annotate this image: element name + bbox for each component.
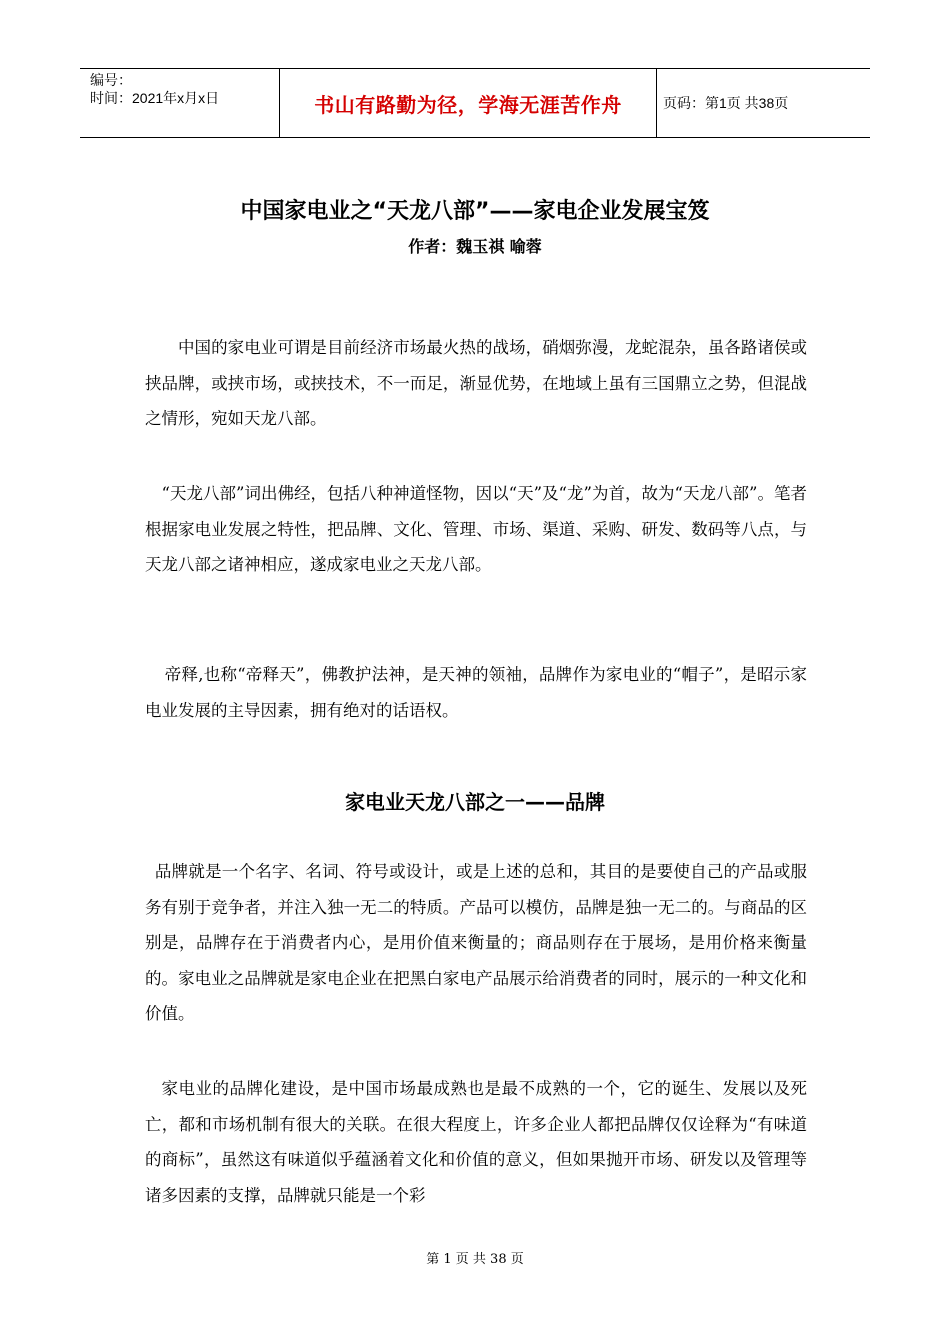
paragraph: 品牌就是一个名字、名词、符号或设计，或是上述的总和，其目的是要使自己的产品或服务有别于竞争者，并注入独一无二的特质。产品可以模仿，品牌是独一无二的。与商品的区别是，品牌存在于消费者内心，是用价值来衡量的；商品则存在于展场，是用价格来衡量的。家电业之品牌就是家电企业在把黑白家电产品展示给消费者的同时，展示的一种文化和价值。 [145,862,807,1023]
document-title: 中国家电业之“天龙八部”——家电企业发展宝笈 [240,199,710,224]
header-meta-cell [80,69,280,137]
paragraph: 帝释,也称“帝释天”，佛教护法神，是天神的领袖，品牌作为家电业的“帽子”，是昭示家电业发展的主导因素，拥有绝对的话语权。 [145,665,807,720]
paragraph: 中国的家电业可谓是目前经济市场最火热的战场，硝烟弥漫，龙蛇混杂，虽各路诸侯或挟品牌，或挟市场，或挟技术，不一而足，渐显优势，在地域上虽有三国鼎立之势，但混战之情形，宛如天龙八部。 [145,338,807,428]
paragraph: 家电业的品牌化建设，是中国市场最成熟也是最不成熟的一个，它的诞生、发展以及死亡，都和市场机制有很大的关联。在很大程度上，许多企业人都把品牌仅仅诠释为“有味道的商标”，虽然这有味道似乎蕴涵着文化和价值的意义，但如果抛开市场、研发以及管理等诸多因素的支撑，品牌就只能是一个彩 [145,1079,807,1205]
section-heading: 家电业天龙八部之一——品牌 [345,790,605,814]
header-page-code: 页码：第1页 共38页 [663,95,789,111]
paragraph: “天龙八部”词出佛经，包括八种神道怪物，因以“天”及“龙”为首，故为“天龙八部”。笔者根据家电业发展之特性，把品牌、文化、管理、市场、渠道、采购、研发、数码等八点，与天龙八部之诸神相应，遂成家电业之天龙八部。 [145,484,807,574]
time-label: 时间：2021年x月x日 [90,90,220,106]
number-label: 编号： [90,72,132,88]
header-motto: 书山有路勤为径，学海无涯苦作舟 [280,69,657,137]
header-table [80,68,870,138]
document-author: 作者：魏玉祺 喻蓉 [408,237,542,256]
page-footer: 第 1 页 共 38 页 [426,1252,524,1267]
